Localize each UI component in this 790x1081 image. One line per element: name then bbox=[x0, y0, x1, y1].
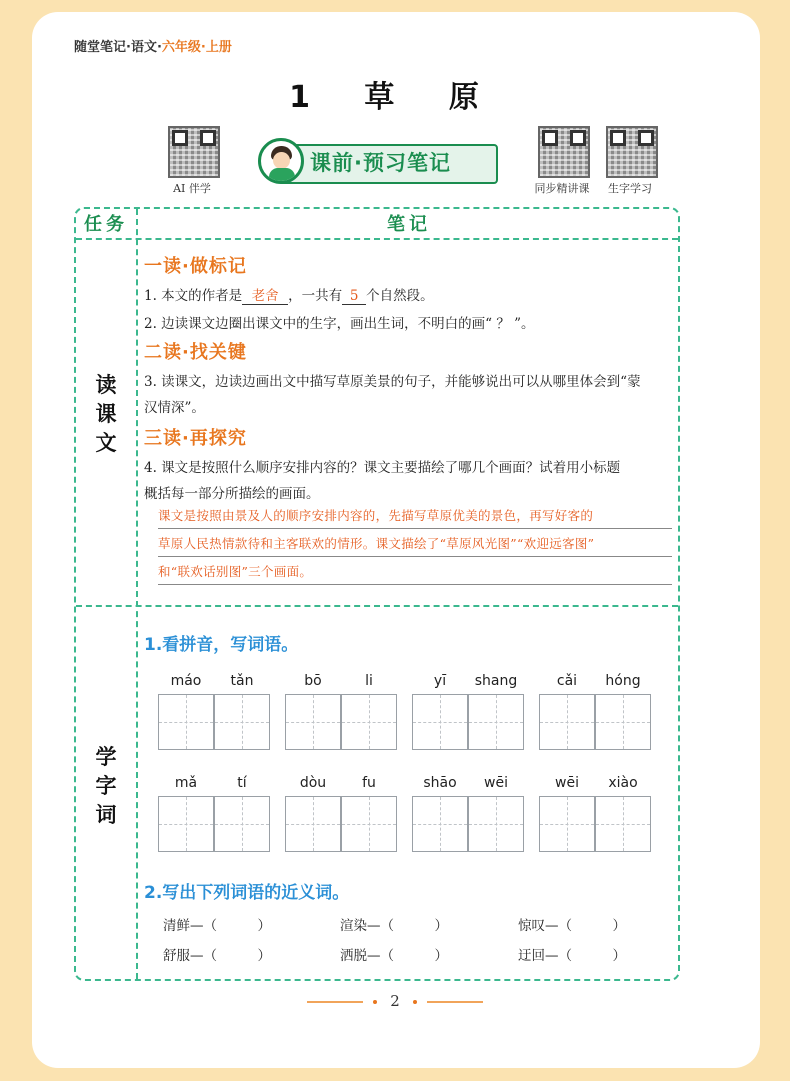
pinyin: bō bbox=[304, 673, 322, 689]
pinyin: li bbox=[365, 673, 373, 689]
writing-grid[interactable] bbox=[412, 796, 524, 852]
answer-line-1: 课文是按照由景及人的顺序安排内容的，先描写草原优美的景色，再写好客的 bbox=[158, 504, 672, 529]
pinyin: cǎi bbox=[556, 673, 578, 689]
section-read-3-title: 三读·再探究 bbox=[144, 428, 247, 449]
qr-code-characters[interactable] bbox=[606, 126, 658, 178]
pinyin: tí bbox=[237, 775, 247, 791]
writing-grid[interactable] bbox=[158, 694, 270, 750]
footer-dot-right bbox=[413, 1000, 417, 1004]
footer-dash-left bbox=[307, 1001, 363, 1003]
table-column-divider bbox=[136, 209, 138, 979]
header-task: 任务 bbox=[84, 214, 128, 235]
writing-grid[interactable] bbox=[158, 796, 270, 852]
lesson-title: 1 草 原 bbox=[289, 80, 501, 115]
pinyin: shāo bbox=[423, 775, 457, 791]
pinyin: tǎn bbox=[230, 673, 254, 689]
question-2: 2. 边读课文边圈出课文中的生字，画出生词，不明白的画“ ？ ”。 bbox=[144, 316, 535, 332]
question-3-line-2: 汉情深”。 bbox=[144, 400, 205, 416]
question-4-line-2: 概括每一部分所描绘的画面。 bbox=[144, 486, 320, 502]
pinyin: mǎ bbox=[174, 775, 198, 791]
synonym-item[interactable]: 惊叹—（ ） bbox=[518, 918, 626, 934]
header-notes: 笔记 bbox=[387, 214, 431, 235]
task-learn-words: 学 字 词 bbox=[95, 745, 117, 827]
footer-dot-left bbox=[373, 1000, 377, 1004]
pinyin: dòu bbox=[299, 775, 327, 791]
badge-label: 课前·预习笔记 bbox=[310, 151, 451, 175]
breadcrumb-prefix: 随堂笔记·语文· bbox=[74, 40, 162, 55]
question-1: 1. 本文的作者是 老舍 ，一共有 5 个自然段。 bbox=[144, 284, 674, 305]
synonym-item[interactable]: 洒脱—（ ） bbox=[340, 948, 448, 964]
breadcrumb-grade: 六年级·上册 bbox=[161, 40, 232, 55]
section-read-1-title: 一读·做标记 bbox=[144, 256, 247, 277]
qr-caption-lecture: 同步精讲课 bbox=[534, 182, 590, 195]
writing-grid[interactable] bbox=[285, 694, 397, 750]
synonym-item[interactable]: 舒服—（ ） bbox=[163, 948, 271, 964]
pinyin: máo bbox=[170, 673, 202, 689]
page-number: 2 bbox=[390, 992, 400, 1010]
exercise-1-title: 1.看拼音，写词语。 bbox=[144, 635, 299, 655]
synonym-item[interactable]: 渲染—（ ） bbox=[340, 918, 448, 934]
writing-grid[interactable] bbox=[285, 796, 397, 852]
qr-caption-characters: 生字学习 bbox=[608, 182, 652, 195]
section-badge bbox=[258, 138, 496, 186]
breadcrumb bbox=[74, 36, 232, 55]
synonym-item[interactable]: 迂回—（ ） bbox=[518, 948, 626, 964]
pinyin: shang bbox=[474, 673, 518, 689]
question-4-line-1: 4. 课文是按照什么顺序安排内容的？课文主要描绘了哪几个画面？试着用小标题 bbox=[144, 460, 621, 476]
footer-dash-right bbox=[427, 1001, 483, 1003]
pinyin: fu bbox=[362, 775, 376, 791]
pinyin: wēi bbox=[484, 775, 508, 791]
pinyin: hóng bbox=[605, 673, 641, 689]
section-read-2-title: 二读·找关键 bbox=[144, 342, 247, 363]
writing-grid[interactable] bbox=[412, 694, 524, 750]
qr-code-lecture[interactable] bbox=[538, 126, 590, 178]
qr-caption-ai: AI 伴学 bbox=[173, 182, 211, 195]
exercise-2-title: 2.写出下列词语的近义词。 bbox=[144, 883, 350, 903]
pinyin: yī bbox=[433, 673, 447, 689]
pinyin: xiào bbox=[608, 775, 638, 791]
answer-author: 老舍 bbox=[242, 284, 288, 305]
task-read-text: 读 课 文 bbox=[95, 373, 117, 455]
table-row-divider bbox=[76, 605, 678, 607]
answer-line-3: 和“联欢话别图”三个画面。 bbox=[158, 560, 672, 585]
synonym-item[interactable]: 清鲜—（ ） bbox=[163, 918, 271, 934]
question-3-line-1: 3. 读课文，边读边画出文中描写草原美景的句子，并能够说出可以从哪里体会到“蒙 bbox=[144, 374, 641, 390]
pinyin: wēi bbox=[555, 775, 579, 791]
answer-line-2: 草原人民热情款待和主客联欢的情形。课文描绘了“草原风光图”“欢迎远客图” bbox=[158, 532, 672, 557]
writing-grid[interactable] bbox=[539, 694, 651, 750]
student-avatar-icon bbox=[258, 138, 304, 184]
writing-grid[interactable] bbox=[539, 796, 651, 852]
page-footer bbox=[0, 992, 790, 1010]
answer-paragraphs: 5 bbox=[342, 288, 366, 305]
qr-code-ai[interactable] bbox=[168, 126, 220, 178]
